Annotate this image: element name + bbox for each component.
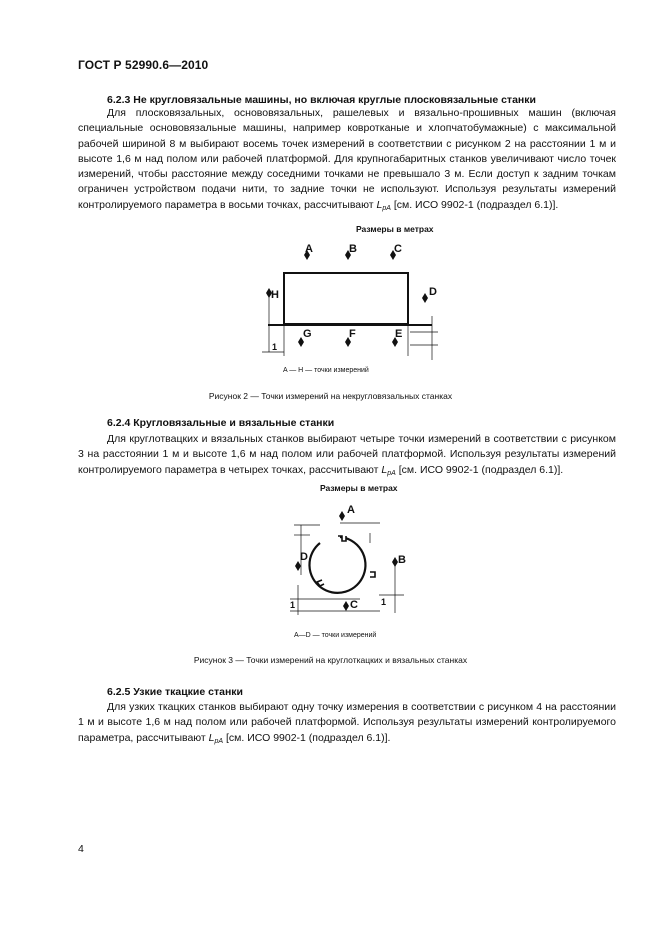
dimension-label-1: 1: [272, 342, 278, 352]
figure-3-dims-label: Размеры в метрах: [320, 483, 398, 493]
figure-2-dims-label: Размеры в метрах: [356, 224, 434, 234]
marker-c: [343, 601, 349, 611]
point-label-a: A: [347, 504, 355, 516]
dimension-label-right: 1: [381, 597, 387, 607]
section-6-2-4-paragraph: Для круглотвацких и вязальных станков выбирают четыре точки измерений в соответствии с рисунком 3 на расстоянии 1 м и высоте 1,6 м над полом или рабочей платформой. Используя результаты измерений контролируемого параметра в четырех точках, рассчитывают $L_{pA}$ [см. ИСО 9902-1 (подраздел 6.1)].: [78, 433, 616, 477]
point-label-b: B: [398, 554, 406, 566]
section-6-2-3-heading: 6.2.3 Не кругловязальные машины, но включая круглые плосковязальные станки: [107, 94, 536, 106]
section-6-2-4-heading: 6.2.4 Кругловязальные и вязальные станки: [107, 417, 335, 429]
point-label-c: C: [394, 243, 402, 255]
point-label-d: D: [429, 286, 437, 298]
point-label-a: A: [305, 243, 313, 255]
dimension-lines: [290, 523, 404, 615]
section-6-2-3-paragraph: Для плосковязальных, основовязальных, рашелевых и вязально-прошивных машин (включая специальные основовязальные машины, например ковротканые и хлопчатобумажные) с максимальной рабочей шириной 8 м выбирают восемь точек измерений в соответствии с рисунком 2 на расстоянии 1 м и высоте 1,6 м над полом или рабочей платформой. Для крупногабаритных станков увеличивают число точек измерений, чтобы расстояние между соседними точками не превышало 3 м. Если доступ к задним точкам ограничен устройством подачи нити, то задние точки не используют. Используя результаты измерений контролируемого параметра в восьми точках, рассчитывают $L_{pA}$ [см. ИСО 9902-1 (подраздел 6.1)].: [78, 107, 616, 212]
figure-2-diagram: [250, 238, 450, 363]
marker-a: [339, 511, 345, 521]
point-label-f: F: [349, 328, 356, 340]
page-number: 4: [78, 843, 84, 855]
marker-d: [422, 293, 428, 303]
figure-3-legend: A—D — точки измерений: [294, 632, 377, 639]
point-label-h: H: [271, 289, 279, 301]
symbol-l: L: [376, 198, 383, 211]
point-label-d: D: [300, 551, 308, 563]
machine-outline: [284, 273, 408, 324]
section-6-2-5-heading: 6.2.5 Узкие ткацкие станки: [107, 686, 243, 698]
measurement-point-markers: [266, 250, 428, 347]
figure-3-diagram: [280, 495, 410, 620]
document-header: ГОСТ Р 52990.6—2010: [78, 58, 209, 72]
section-6-2-5-paragraph: Для узких ткацких станков выбирают одну точку измерения в соответствии с рисунком 4 на расстоянии 1 м и высоте 1,6 м над полом или рабочей платформой. Используя результаты измерений контролируемого параметра, рассчитывают $L_{pA}$ [см. ИСО 9902-1 (подраздел 6.1)].: [78, 701, 616, 745]
point-label-b: B: [349, 243, 357, 255]
figure-2-legend: A — H — точки измерений: [283, 367, 369, 374]
point-label-e: E: [395, 328, 403, 340]
figure-2-caption: Рисунок 2 — Точки измерений на некругловязальных станках: [208, 391, 453, 401]
figure-3-caption: Рисунок 3 — Точки измерений на круглоткацких и вязальных станках: [193, 655, 468, 665]
knitting-circle: [309, 537, 365, 593]
point-label-c: C: [350, 599, 358, 611]
point-label-g: G: [303, 328, 312, 340]
dimension-label-left: 1: [290, 600, 296, 610]
symbol-subscript: pA: [382, 204, 391, 212]
